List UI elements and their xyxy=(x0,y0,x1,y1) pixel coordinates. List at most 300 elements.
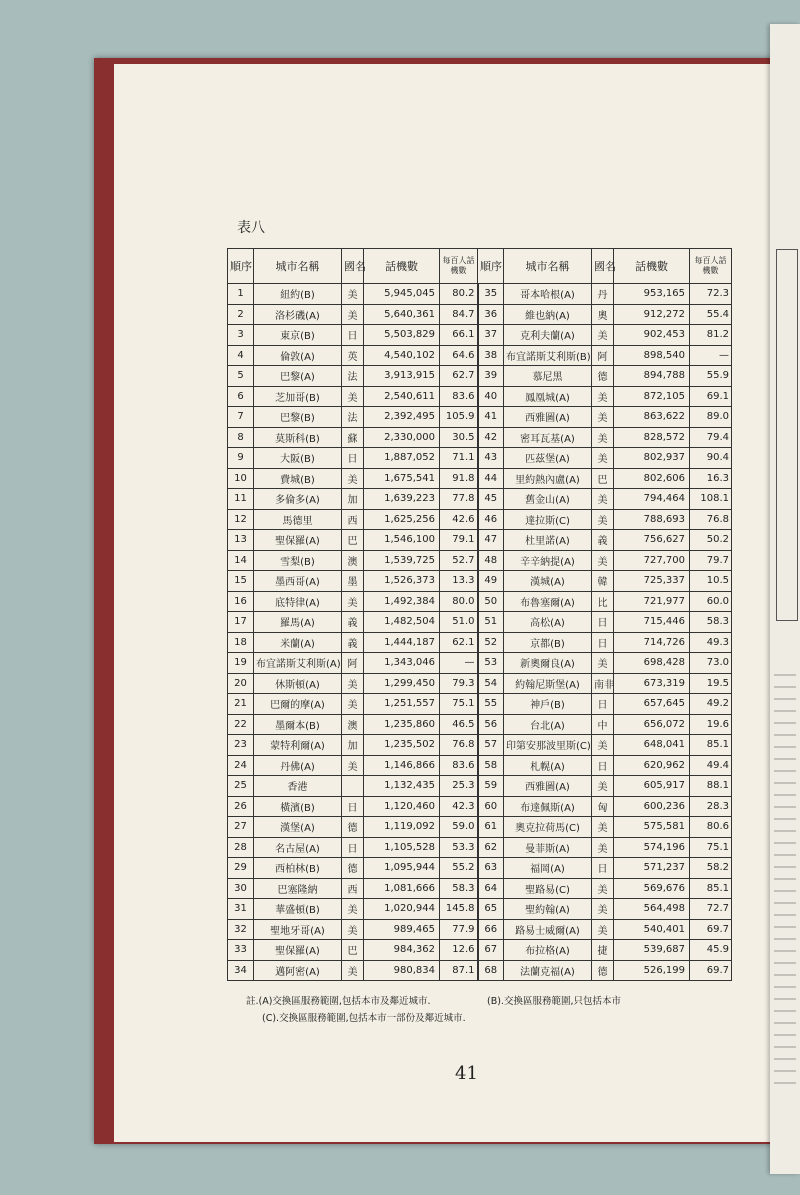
table-row xyxy=(228,694,732,715)
cell-country: 美 xyxy=(592,653,614,674)
cell-per100: 89.0 xyxy=(690,407,732,428)
header-phones: 話機數 xyxy=(614,249,690,284)
cell-per100: 50.2 xyxy=(690,530,732,551)
table-row xyxy=(228,776,732,797)
cell-phones: 802,937 xyxy=(614,448,690,469)
table-row xyxy=(228,407,732,428)
table-header-row xyxy=(228,249,732,284)
cell-city: 京都(B) xyxy=(504,632,592,653)
cell-city: 舊金山(A) xyxy=(504,489,592,510)
cell-city: 奧克拉荷馬(C) xyxy=(504,817,592,838)
cell-city: 新奧爾良(A) xyxy=(504,653,592,674)
cell-city: 休斯頓(A) xyxy=(254,673,342,694)
cell-rank: 20 xyxy=(228,673,254,694)
cell-city: 哥本哈根(A) xyxy=(504,284,592,305)
cell-phones: 756,627 xyxy=(614,530,690,551)
cell-city: 慕尼黑 xyxy=(504,366,592,387)
header-rank: 順序 xyxy=(228,249,254,284)
cell-country: 美 xyxy=(592,325,614,346)
cell-phones: 540,401 xyxy=(614,919,690,940)
cell-city: 西柏林(B) xyxy=(254,858,342,879)
cell-per100: 79.4 xyxy=(690,427,732,448)
cell-rank: 46 xyxy=(478,509,504,530)
table-row xyxy=(228,612,732,633)
cell-city: 神戶(B) xyxy=(504,694,592,715)
adjacent-page-edge xyxy=(770,24,800,1174)
cell-country: 加 xyxy=(342,489,364,510)
table-row xyxy=(228,284,732,305)
cell-country: 中 xyxy=(592,714,614,735)
cell-phones: 727,700 xyxy=(614,550,690,571)
cell-country: 美 xyxy=(342,960,364,981)
cell-country: 阿 xyxy=(592,345,614,366)
cell-phones: 1,251,557 xyxy=(364,694,440,715)
cell-per100: 80.0 xyxy=(440,591,478,612)
cell-country: 美 xyxy=(342,468,364,489)
cell-country: 巴 xyxy=(342,940,364,961)
cell-rank: 16 xyxy=(228,591,254,612)
cell-rank: 60 xyxy=(478,796,504,817)
cell-phones: 1,235,502 xyxy=(364,735,440,756)
cell-rank: 35 xyxy=(478,284,504,305)
cell-country: 美 xyxy=(342,694,364,715)
table-row xyxy=(228,673,732,694)
cell-phones: 788,693 xyxy=(614,509,690,530)
cell-phones: 5,503,829 xyxy=(364,325,440,346)
cell-per100: 13.3 xyxy=(440,571,478,592)
cell-country: 比 xyxy=(592,591,614,612)
cell-phones: 898,540 xyxy=(614,345,690,366)
cell-rank: 27 xyxy=(228,817,254,838)
cell-phones: 1,625,256 xyxy=(364,509,440,530)
cell-per100: 60.0 xyxy=(690,591,732,612)
cell-country: 德 xyxy=(592,960,614,981)
cell-country xyxy=(342,776,364,797)
cell-city: 西雅圖(A) xyxy=(504,407,592,428)
cell-country: 美 xyxy=(592,776,614,797)
cell-city: 辛辛納提(A) xyxy=(504,550,592,571)
cell-per100: 145.8 xyxy=(440,899,478,920)
cell-rank: 51 xyxy=(478,612,504,633)
cell-country: 法 xyxy=(342,366,364,387)
cell-per100: 81.2 xyxy=(690,325,732,346)
note-c: (C).交換區服務範圍,包括本市一部份及鄰近城市. xyxy=(262,1013,466,1024)
cell-country: 義 xyxy=(342,632,364,653)
cell-country: 美 xyxy=(592,427,614,448)
cell-rank: 65 xyxy=(478,899,504,920)
cell-city: 里約熱內盧(A) xyxy=(504,468,592,489)
cell-phones: 1,539,725 xyxy=(364,550,440,571)
cell-rank: 61 xyxy=(478,817,504,838)
cell-phones: 912,272 xyxy=(614,304,690,325)
table-row xyxy=(228,899,732,920)
table-row xyxy=(228,714,732,735)
cell-city: 鳳凰城(A) xyxy=(504,386,592,407)
cell-phones: 5,640,361 xyxy=(364,304,440,325)
cell-rank: 9 xyxy=(228,448,254,469)
cell-phones: 725,337 xyxy=(614,571,690,592)
cell-phones: 721,977 xyxy=(614,591,690,612)
cell-per100: 55.4 xyxy=(690,304,732,325)
cell-per100: 85.1 xyxy=(690,878,732,899)
cell-phones: 656,072 xyxy=(614,714,690,735)
cell-city: 大阪(B) xyxy=(254,448,342,469)
cell-country: 蘇 xyxy=(342,427,364,448)
cell-rank: 50 xyxy=(478,591,504,612)
cell-city: 底特律(A) xyxy=(254,591,342,612)
header-per100: 每百人話機數 xyxy=(440,249,478,284)
cell-city: 聖約翰(A) xyxy=(504,899,592,920)
cell-rank: 11 xyxy=(228,489,254,510)
header-country: 國名 xyxy=(592,249,614,284)
cell-rank: 45 xyxy=(478,489,504,510)
cell-country: 義 xyxy=(592,530,614,551)
cell-country: 西 xyxy=(342,509,364,530)
table-row xyxy=(228,468,732,489)
table-row xyxy=(228,530,732,551)
cell-per100: 69.7 xyxy=(690,919,732,940)
cell-phones: 872,105 xyxy=(614,386,690,407)
cell-rank: 68 xyxy=(478,960,504,981)
cell-country: 美 xyxy=(592,509,614,530)
cell-per100: 83.6 xyxy=(440,386,478,407)
cell-per100: 75.1 xyxy=(690,837,732,858)
cell-city: 米蘭(A) xyxy=(254,632,342,653)
cell-city: 墨爾本(B) xyxy=(254,714,342,735)
cell-per100: 91.8 xyxy=(440,468,478,489)
cell-per100: 79.1 xyxy=(440,530,478,551)
cell-country: 美 xyxy=(592,837,614,858)
cell-phones: 698,428 xyxy=(614,653,690,674)
cell-city: 布達佩斯(A) xyxy=(504,796,592,817)
cell-per100: 53.3 xyxy=(440,837,478,858)
cell-city: 福岡(A) xyxy=(504,858,592,879)
cell-rank: 56 xyxy=(478,714,504,735)
cell-country: 南非 xyxy=(592,673,614,694)
cell-city: 約翰尼斯堡(A) xyxy=(504,673,592,694)
cell-per100: 75.1 xyxy=(440,694,478,715)
cell-country: 美 xyxy=(342,591,364,612)
cell-phones: 575,581 xyxy=(614,817,690,838)
cell-rank: 7 xyxy=(228,407,254,428)
cell-phones: 657,645 xyxy=(614,694,690,715)
cell-per100: 46.5 xyxy=(440,714,478,735)
header-rank: 順序 xyxy=(478,249,504,284)
cell-rank: 55 xyxy=(478,694,504,715)
cell-phones: 1,546,100 xyxy=(364,530,440,551)
table-row xyxy=(228,489,732,510)
cell-per100: 19.6 xyxy=(690,714,732,735)
cell-per100: 76.8 xyxy=(690,509,732,530)
telephone-city-table xyxy=(227,248,732,981)
cell-phones: 1,482,504 xyxy=(364,612,440,633)
cell-city: 高松(A) xyxy=(504,612,592,633)
cell-country: 美 xyxy=(592,550,614,571)
cell-city: 橫濱(B) xyxy=(254,796,342,817)
cell-rank: 37 xyxy=(478,325,504,346)
cell-per100: 71.1 xyxy=(440,448,478,469)
cell-city: 漢城(A) xyxy=(504,571,592,592)
cell-phones: 1,105,528 xyxy=(364,837,440,858)
table-row xyxy=(228,735,732,756)
cell-city: 雪梨(B) xyxy=(254,550,342,571)
cell-phones: 984,362 xyxy=(364,940,440,961)
cell-per100: 90.4 xyxy=(690,448,732,469)
cell-city: 漢堡(A) xyxy=(254,817,342,838)
cell-phones: 1,235,860 xyxy=(364,714,440,735)
cell-per100: 10.5 xyxy=(690,571,732,592)
cell-country: 美 xyxy=(592,878,614,899)
cell-city: 倫敦(A) xyxy=(254,345,342,366)
cell-rank: 53 xyxy=(478,653,504,674)
cell-phones: 794,464 xyxy=(614,489,690,510)
cell-country: 日 xyxy=(592,612,614,633)
cell-per100: 51.0 xyxy=(440,612,478,633)
cell-per100: 79.7 xyxy=(690,550,732,571)
cell-rank: 30 xyxy=(228,878,254,899)
cell-per100: 30.5 xyxy=(440,427,478,448)
cell-phones: 894,788 xyxy=(614,366,690,387)
cell-phones: 1,492,384 xyxy=(364,591,440,612)
cell-city: 羅馬(A) xyxy=(254,612,342,633)
table-label: 表八 xyxy=(237,220,265,236)
cell-city: 達拉斯(C) xyxy=(504,509,592,530)
cell-per100: 62.7 xyxy=(440,366,478,387)
cell-country: 美 xyxy=(592,407,614,428)
cell-city: 莫斯科(B) xyxy=(254,427,342,448)
table-row xyxy=(228,304,732,325)
cell-rank: 14 xyxy=(228,550,254,571)
cell-rank: 59 xyxy=(478,776,504,797)
cell-city: 香港 xyxy=(254,776,342,797)
cell-country: 美 xyxy=(342,899,364,920)
cell-phones: 1,444,187 xyxy=(364,632,440,653)
cell-phones: 620,962 xyxy=(614,755,690,776)
cell-rank: 39 xyxy=(478,366,504,387)
cell-per100: 55.9 xyxy=(690,366,732,387)
cell-city: 華盛頓(B) xyxy=(254,899,342,920)
cell-rank: 40 xyxy=(478,386,504,407)
table-body xyxy=(228,284,732,981)
cell-rank: 8 xyxy=(228,427,254,448)
cell-rank: 3 xyxy=(228,325,254,346)
cell-city: 聖地牙哥(A) xyxy=(254,919,342,940)
table-row xyxy=(228,386,732,407)
cell-rank: 13 xyxy=(228,530,254,551)
cell-phones: 600,236 xyxy=(614,796,690,817)
cell-country: 美 xyxy=(342,304,364,325)
cell-country: 美 xyxy=(592,899,614,920)
note-b: (B).交換區服務範圍,只包括本市 xyxy=(487,996,621,1007)
cell-country: 西 xyxy=(342,878,364,899)
cell-per100: — xyxy=(440,653,478,674)
header-city: 城市名稱 xyxy=(504,249,592,284)
cell-country: 德 xyxy=(342,817,364,838)
cell-phones: 1,132,435 xyxy=(364,776,440,797)
cell-phones: 1,299,450 xyxy=(364,673,440,694)
cell-per100: 85.1 xyxy=(690,735,732,756)
cell-phones: 605,917 xyxy=(614,776,690,797)
cell-country: 美 xyxy=(342,755,364,776)
cell-rank: 4 xyxy=(228,345,254,366)
cell-per100: 45.9 xyxy=(690,940,732,961)
cell-phones: 1,639,223 xyxy=(364,489,440,510)
cell-country: 義 xyxy=(342,612,364,633)
cell-city: 密耳瓦基(A) xyxy=(504,427,592,448)
cell-rank: 52 xyxy=(478,632,504,653)
cell-phones: 980,834 xyxy=(364,960,440,981)
cell-per100: 42.3 xyxy=(440,796,478,817)
cell-per100: 69.1 xyxy=(690,386,732,407)
cell-per100: 80.2 xyxy=(440,284,478,305)
table-row xyxy=(228,653,732,674)
cell-phones: 2,540,611 xyxy=(364,386,440,407)
table-row xyxy=(228,509,732,530)
cell-per100: 25.3 xyxy=(440,776,478,797)
cell-country: 日 xyxy=(592,694,614,715)
cell-rank: 21 xyxy=(228,694,254,715)
cell-city: 聖保羅(A) xyxy=(254,940,342,961)
cell-country: 日 xyxy=(592,632,614,653)
table-row xyxy=(228,940,732,961)
cell-phones: 564,498 xyxy=(614,899,690,920)
table-row xyxy=(228,325,732,346)
adjacent-page-table-fragment xyxy=(776,249,798,621)
cell-country: 澳 xyxy=(342,714,364,735)
header-per100: 每百人話機數 xyxy=(690,249,732,284)
cell-country: 美 xyxy=(342,919,364,940)
cell-phones: 1,119,092 xyxy=(364,817,440,838)
cell-per100: 12.6 xyxy=(440,940,478,961)
cell-rank: 22 xyxy=(228,714,254,735)
cell-country: 法 xyxy=(342,407,364,428)
cell-country: 奧 xyxy=(592,304,614,325)
cell-city: 曼菲斯(A) xyxy=(504,837,592,858)
cell-rank: 28 xyxy=(228,837,254,858)
cell-rank: 36 xyxy=(478,304,504,325)
cell-country: 日 xyxy=(592,858,614,879)
cell-per100: 83.6 xyxy=(440,755,478,776)
cell-per100: 87.1 xyxy=(440,960,478,981)
cell-phones: 1,020,944 xyxy=(364,899,440,920)
cell-country: 巴 xyxy=(592,468,614,489)
cell-rank: 26 xyxy=(228,796,254,817)
cell-city: 邁阿密(A) xyxy=(254,960,342,981)
cell-per100: 49.2 xyxy=(690,694,732,715)
cell-rank: 15 xyxy=(228,571,254,592)
cell-phones: 1,095,944 xyxy=(364,858,440,879)
cell-phones: 1,146,866 xyxy=(364,755,440,776)
cell-per100: 77.9 xyxy=(440,919,478,940)
table-row xyxy=(228,448,732,469)
cell-country: 加 xyxy=(342,735,364,756)
cell-per100: 52.7 xyxy=(440,550,478,571)
cell-country: 美 xyxy=(592,817,614,838)
cell-phones: 4,540,102 xyxy=(364,345,440,366)
cell-rank: 19 xyxy=(228,653,254,674)
adjacent-page-text-fragment xyxy=(774,664,796,1084)
cell-per100: 105.9 xyxy=(440,407,478,428)
cell-per100: — xyxy=(690,345,732,366)
cell-per100: 69.7 xyxy=(690,960,732,981)
cell-country: 日 xyxy=(342,796,364,817)
cell-rank: 43 xyxy=(478,448,504,469)
cell-per100: 84.7 xyxy=(440,304,478,325)
cell-city: 馬德里 xyxy=(254,509,342,530)
cell-phones: 2,392,495 xyxy=(364,407,440,428)
cell-country: 美 xyxy=(592,386,614,407)
cell-city: 洛杉磯(A) xyxy=(254,304,342,325)
cell-per100: 49.3 xyxy=(690,632,732,653)
table-row xyxy=(228,878,732,899)
cell-per100: 42.6 xyxy=(440,509,478,530)
cell-country: 巴 xyxy=(342,530,364,551)
table-row xyxy=(228,960,732,981)
cell-rank: 25 xyxy=(228,776,254,797)
cell-rank: 42 xyxy=(478,427,504,448)
cell-rank: 54 xyxy=(478,673,504,694)
cell-city: 多倫多(A) xyxy=(254,489,342,510)
cell-city: 東京(B) xyxy=(254,325,342,346)
cell-rank: 23 xyxy=(228,735,254,756)
note-a: 註.(A)交換區服務範圍,包括本市及鄰近城市. xyxy=(246,996,431,1007)
cell-per100: 76.8 xyxy=(440,735,478,756)
cell-rank: 38 xyxy=(478,345,504,366)
cell-country: 美 xyxy=(592,448,614,469)
cell-country: 匈 xyxy=(592,796,614,817)
cell-per100: 28.3 xyxy=(690,796,732,817)
cell-country: 日 xyxy=(342,837,364,858)
cell-country: 美 xyxy=(592,919,614,940)
cell-country: 日 xyxy=(592,755,614,776)
cell-per100: 64.6 xyxy=(440,345,478,366)
cell-rank: 5 xyxy=(228,366,254,387)
cell-rank: 41 xyxy=(478,407,504,428)
cell-phones: 539,687 xyxy=(614,940,690,961)
cell-country: 丹 xyxy=(592,284,614,305)
cell-rank: 47 xyxy=(478,530,504,551)
cell-city: 布宜諾斯艾利斯(B) xyxy=(504,345,592,366)
cell-country: 阿 xyxy=(342,653,364,674)
cell-city: 蒙特利爾(A) xyxy=(254,735,342,756)
cell-rank: 18 xyxy=(228,632,254,653)
cell-rank: 17 xyxy=(228,612,254,633)
cell-city: 法蘭克福(A) xyxy=(504,960,592,981)
cell-city: 克利夫蘭(A) xyxy=(504,325,592,346)
cell-rank: 1 xyxy=(228,284,254,305)
cell-rank: 31 xyxy=(228,899,254,920)
cell-country: 德 xyxy=(342,858,364,879)
cell-phones: 3,913,915 xyxy=(364,366,440,387)
table-row xyxy=(228,632,732,653)
cell-per100: 49.4 xyxy=(690,755,732,776)
cell-rank: 57 xyxy=(478,735,504,756)
table-row xyxy=(228,427,732,448)
cell-per100: 72.7 xyxy=(690,899,732,920)
cell-rank: 49 xyxy=(478,571,504,592)
cell-city: 巴黎(B) xyxy=(254,407,342,428)
table-row xyxy=(228,837,732,858)
table-row xyxy=(228,366,732,387)
cell-country: 墨 xyxy=(342,571,364,592)
cell-country: 美 xyxy=(592,489,614,510)
cell-rank: 2 xyxy=(228,304,254,325)
cell-rank: 64 xyxy=(478,878,504,899)
cell-city: 布魯塞爾(A) xyxy=(504,591,592,612)
cell-per100: 72.3 xyxy=(690,284,732,305)
cell-rank: 63 xyxy=(478,858,504,879)
cell-phones: 1,120,460 xyxy=(364,796,440,817)
